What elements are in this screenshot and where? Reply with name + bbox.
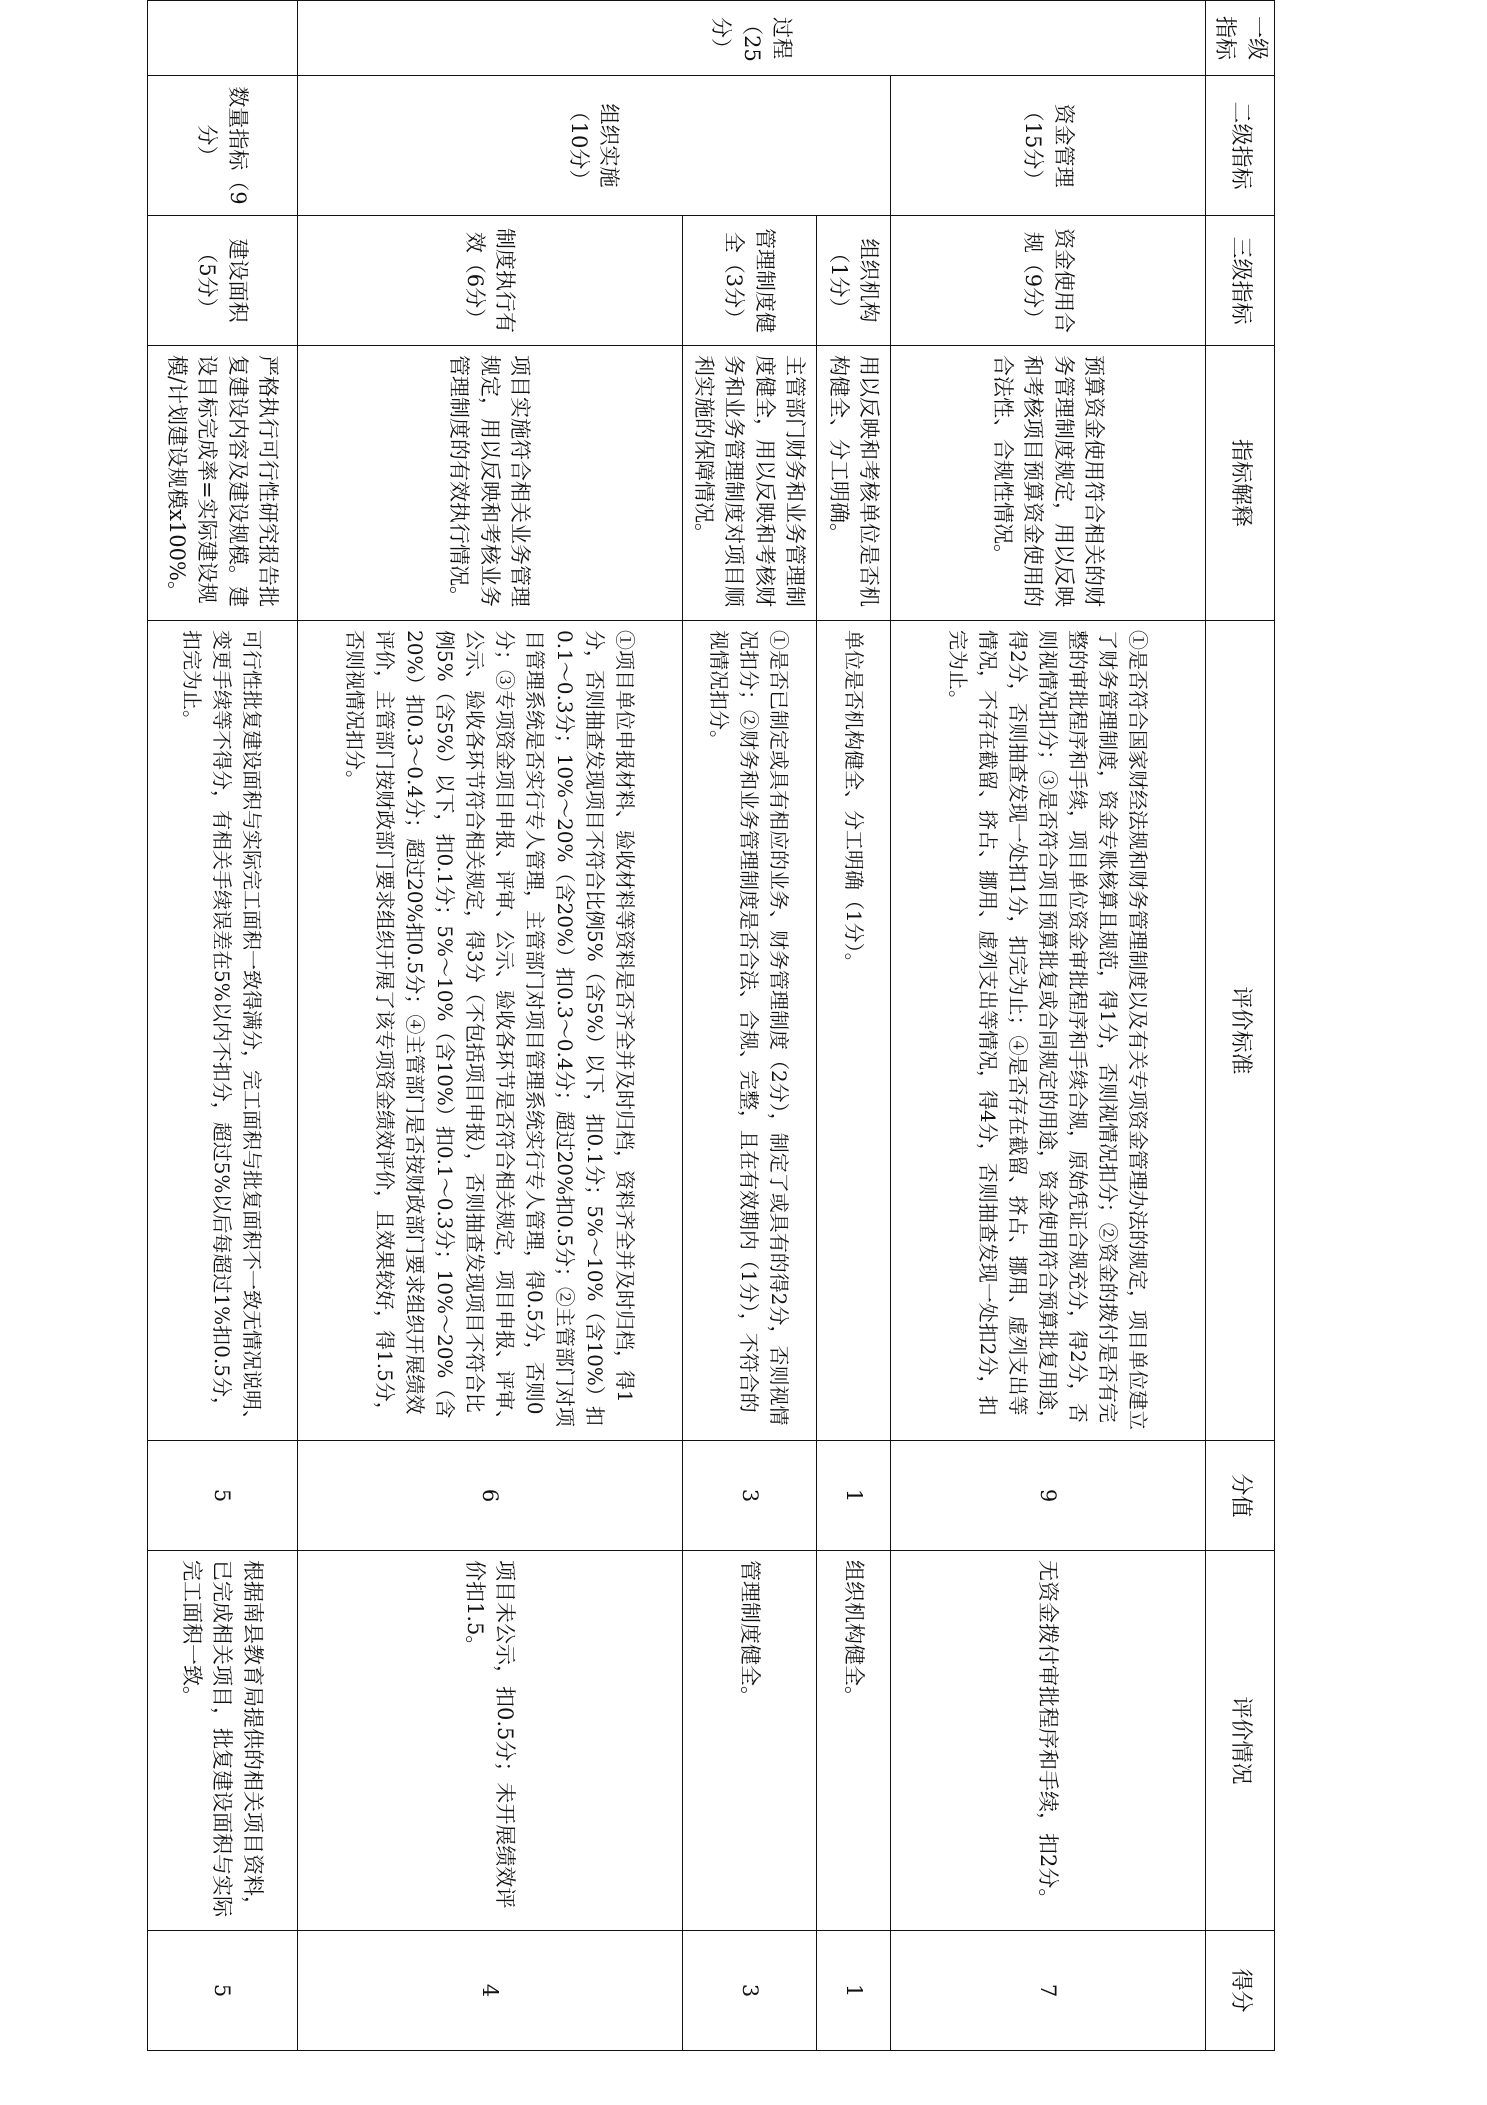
level3-cell: 资金使用合规（9分）: [891, 216, 1206, 346]
header-evaluation: 评价情况: [1206, 1551, 1275, 1931]
standard-cell: ①是否符合国家财经法规和财务管理制度以及有关专项资金管理办法的规定，项目单位建立了财务管理制度，资金专账核算且规范，得1分，否则视情况扣分；②资金的拨付是否有完整的审批程序和手续，项目单位资金审批程序和手续合规，原始凭证合规充分，得2分，否则视情况扣分；③是否符合项目预算批复或合同规定的用途，资金使用符合预算批复用途，得2分，否则抽查发现一处扣1分，扣完为止；④是否存在截留、挤占、挪用、虚列支出等情况，不存在截留、挤占、挪用、虚列支出等情况，得4分，否则抽查发现一处扣2分，扣完为止。: [891, 621, 1206, 1441]
explanation-cell: 严格执行可行性研究报告批复建设内容及建设规模。建设目标完成率=实际建设规模/计划建设规模x100%。: [147, 346, 297, 621]
level3-cell: 制度执行有效（6分）: [297, 216, 682, 346]
table-row: [682, 1, 817, 2051]
level3-cell: 管理制度健全（3分）: [682, 216, 817, 346]
header-score: 得分: [1206, 1931, 1275, 2051]
evaluation-cell: 无资金拨付审批程序和手续，扣2分。: [891, 1551, 1206, 1931]
explanation-cell: 预算资金使用符合相关的财务管理制度规定，用以反映和考核项目预算资金使用的合法性、合规性情况。: [891, 346, 1206, 621]
table-row: [147, 1, 297, 2051]
evaluation-cell: 根据南县教育局提供的相关项目资料，已完成相关项目，批复建设面积与实际完工面积一致。: [147, 1551, 297, 1931]
score-cell: 3: [682, 1931, 817, 2051]
level2-quantity: 数量指标（9分）: [147, 76, 297, 216]
weight-cell: 5: [147, 1441, 297, 1551]
header-standard: 评价标准: [1206, 621, 1275, 1441]
scanned-page: [164, 0, 1275, 2105]
rotated-table-wrapper: [164, 0, 1275, 2050]
table-row: [297, 1, 682, 2051]
header-level2: 二级指标: [1206, 76, 1275, 216]
header-weight: 分值: [1206, 1441, 1275, 1551]
weight-cell: 9: [891, 1441, 1206, 1551]
weight-cell: 1: [817, 1441, 891, 1551]
header-explanation: 指标解释: [1206, 346, 1275, 621]
explanation-cell: 主管部门财务和业务管理制度健全，用以反映和考核财务和业务管理制度对项目顺利实施的保障情况。: [682, 346, 817, 621]
standard-cell: 可行性批复建设面积与实际完工面积一致得满分，完工面积与批复面积不一致无情况说明、变更手续等不得分，有相关手续误差在5%以内不扣分，超过5%以后每超过1%扣0.5分，扣完为止。: [147, 621, 297, 1441]
table-row: [891, 1, 1206, 2051]
standard-cell: 单位是否机构健全、分工明确（1分）。: [817, 621, 891, 1441]
level2-organization: 组织实施（10分）: [297, 76, 891, 216]
header-level3: 三级指标: [1206, 216, 1275, 346]
evaluation-cell: 项目未公示，扣0.5分；未开展绩效评价扣1.5。: [297, 1551, 682, 1931]
standard-cell: ①是否已制定或具有相应的业务、财务管理制度（2分），制定了或具有的得2分，否则视情况扣分；②财务和业务管理制度是否合法、合规、完整，且在有效期内（1分），不符合的视情况扣分。: [682, 621, 817, 1441]
explanation-cell: 项目实施符合相关业务管理规定，用以反映和考核业务管理制度的有效执行情况。: [297, 346, 682, 621]
weight-cell: 3: [682, 1441, 817, 1551]
evaluation-cell: 管理制度健全。: [682, 1551, 817, 1931]
level1-empty-cell: [147, 1, 297, 76]
evaluation-table: [147, 0, 1275, 2051]
level3-cell: 组织机构（1分）: [817, 216, 891, 346]
standard-cell: ①项目单位申报材料、验收材料等资料是否齐全并及时归档，资料齐全并及时归档，得1分，否则抽查发现项目不符合比例5%（含5%）以下，扣0.1分；5%～10%（含10%）扣0.1～0.3分；10%～20%（含20%）扣0.3～0.4分；超过20%扣0.5分；②主管部门对项目管理系统是否实行专人管理，主管部门对项目管理系统实行专人管理，得0.5分，否则0分；③专项资金项目申报、评审、公示、验收各环节是否符合相关规定，项目申报、评审、公示、验收各环节符合相关规定，得3分（不包括项目申报），否则抽查发现项目不符合比例5%（含5%）以下，扣0.1分；5%～10%（含10%）扣0.1～0.3分；10%～20%（含20%）扣0.3～0.4分；超过20%扣0.5分；④主管部门是否按财政部门要求组织开展绩效评价，主管部门按财政部门要求组织开展了该专项资金绩效评价，且效果较好，得1.5分，否则视情况扣分。: [297, 621, 682, 1441]
header-level1: 一级指标: [1206, 1, 1275, 76]
weight-cell: 6: [297, 1441, 682, 1551]
score-cell: 4: [297, 1931, 682, 2051]
score-cell: 1: [817, 1931, 891, 2051]
score-cell: 5: [147, 1931, 297, 2051]
level3-cell: 建设面积（5分）: [147, 216, 297, 346]
score-cell: 7: [891, 1931, 1206, 2051]
evaluation-cell: 组织机构健全。: [817, 1551, 891, 1931]
header-row: [1206, 1, 1275, 2051]
level2-fund-management: 资金管理（15分）: [891, 76, 1206, 216]
level1-process: 过程（25分）: [297, 1, 1206, 76]
table-row: [817, 1, 891, 2051]
explanation-cell: 用以反映和考核单位是否机构健全、分工明确。: [817, 346, 891, 621]
